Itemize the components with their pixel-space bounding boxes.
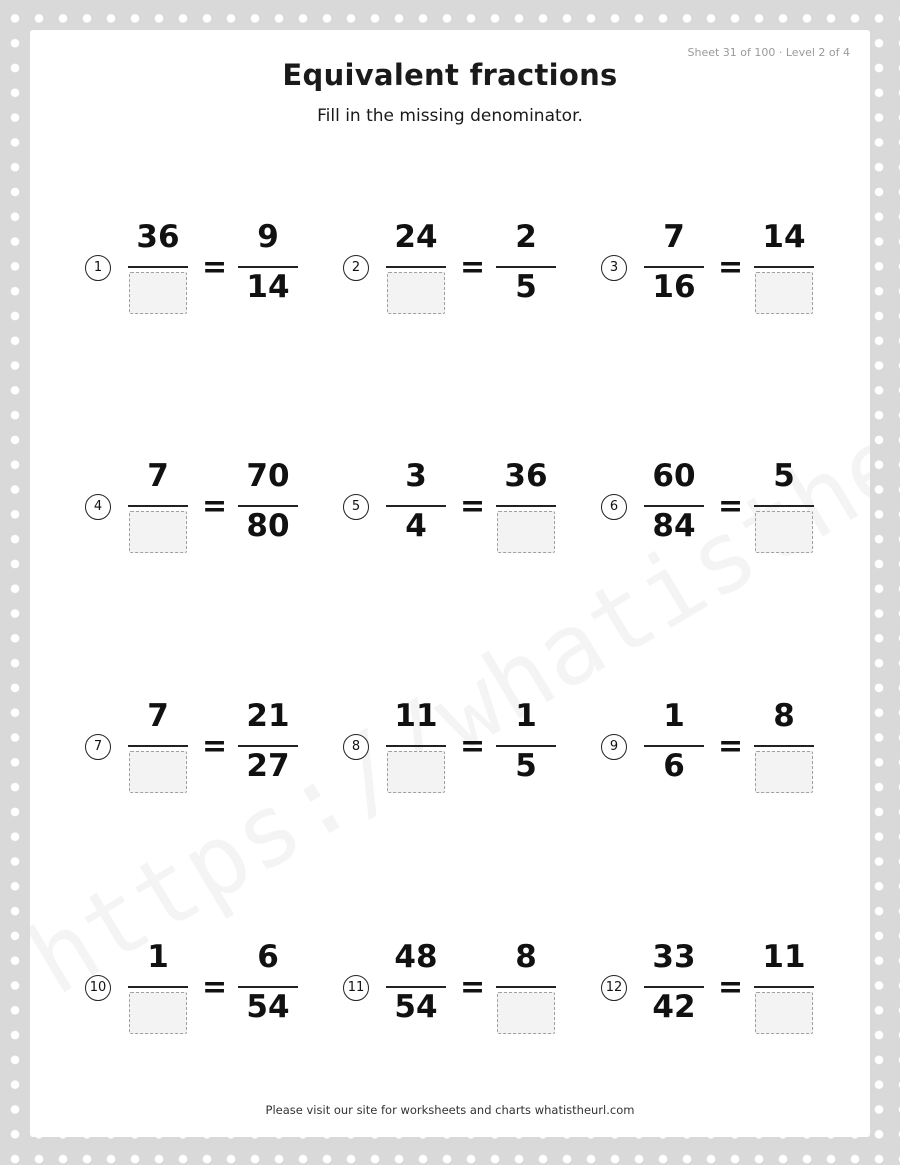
problem-number-badge: 11 — [343, 975, 369, 1001]
numerator: 7 — [663, 219, 685, 255]
worksheet-page — [30, 30, 870, 1137]
numerator: 2 — [515, 219, 537, 255]
equals-sign: = — [460, 729, 486, 764]
equals-sign: = — [718, 489, 744, 524]
denominator: 54 — [246, 989, 290, 1025]
numerator: 5 — [773, 458, 795, 494]
left-fraction — [128, 689, 188, 799]
answer-box[interactable] — [129, 272, 187, 314]
denominator: 54 — [394, 989, 438, 1025]
problem-2 — [288, 210, 537, 320]
problem-11 — [288, 930, 537, 1040]
equals-sign: = — [718, 729, 744, 764]
numerator: 1 — [663, 698, 685, 734]
numerator: 1 — [515, 698, 537, 734]
equals-sign: = — [718, 250, 744, 285]
denominator: 16 — [652, 269, 696, 305]
left-fraction — [386, 210, 446, 320]
left-fraction — [386, 930, 446, 1040]
left-fraction — [644, 689, 704, 799]
equals-sign: = — [202, 489, 228, 524]
problem-6 — [546, 449, 795, 559]
sheet-meta: Sheet 31 of 100 · Level 2 of 4 — [687, 46, 850, 59]
numerator: 70 — [246, 458, 290, 494]
numerator: 36 — [136, 219, 180, 255]
fraction-bar — [128, 266, 188, 268]
fraction-bar — [128, 986, 188, 988]
problem-number-badge: 10 — [85, 975, 111, 1001]
equals-sign: = — [460, 250, 486, 285]
denominator: 42 — [652, 989, 696, 1025]
numerator: 14 — [762, 219, 806, 255]
problem-number-badge: 8 — [343, 734, 369, 760]
problem-12 — [546, 930, 806, 1040]
denominator: 5 — [515, 748, 537, 784]
denominator: 14 — [246, 269, 290, 305]
problem-9 — [546, 689, 795, 799]
left-fraction — [128, 930, 188, 1040]
fraction-bar — [754, 986, 814, 988]
equals-sign: = — [202, 729, 228, 764]
equals-sign: = — [202, 970, 228, 1005]
fraction-bar — [386, 745, 446, 747]
problem-10 — [30, 930, 290, 1040]
right-fraction — [754, 930, 814, 1040]
left-fraction — [386, 449, 446, 559]
numerator: 8 — [773, 698, 795, 734]
problem-number-badge: 3 — [601, 255, 627, 281]
answer-box[interactable] — [755, 272, 813, 314]
problem-number-badge: 7 — [85, 734, 111, 760]
numerator: 8 — [515, 939, 537, 975]
answer-box[interactable] — [755, 511, 813, 553]
denominator: 4 — [405, 508, 427, 544]
problem-5 — [288, 449, 548, 559]
problem-number-badge: 1 — [85, 255, 111, 281]
answer-box[interactable] — [755, 992, 813, 1034]
numerator: 6 — [257, 939, 279, 975]
equals-sign: = — [718, 970, 744, 1005]
problem-number-badge: 12 — [601, 975, 627, 1001]
equals-sign: = — [460, 489, 486, 524]
problem-3 — [546, 210, 806, 320]
problem-8 — [288, 689, 537, 799]
left-fraction — [644, 210, 704, 320]
fraction-bar — [754, 266, 814, 268]
left-fraction — [386, 689, 446, 799]
instructions: Fill in the missing denominator. — [317, 106, 583, 126]
denominator: 5 — [515, 269, 537, 305]
left-fraction — [644, 449, 704, 559]
problem-number-badge: 5 — [343, 494, 369, 520]
answer-box[interactable] — [129, 751, 187, 793]
answer-box[interactable] — [129, 511, 187, 553]
watermark — [30, 302, 870, 1018]
numerator: 11 — [394, 698, 438, 734]
left-fraction — [644, 930, 704, 1040]
equals-sign: = — [460, 970, 486, 1005]
numerator: 24 — [394, 219, 438, 255]
numerator: 9 — [257, 219, 279, 255]
problem-number-badge: 6 — [601, 494, 627, 520]
fraction-bar — [754, 745, 814, 747]
numerator: 60 — [652, 458, 696, 494]
numerator: 36 — [504, 458, 548, 494]
problem-7 — [30, 689, 290, 799]
problem-number-badge: 2 — [343, 255, 369, 281]
numerator: 7 — [147, 458, 169, 494]
answer-box[interactable] — [755, 751, 813, 793]
problem-number-badge: 9 — [601, 734, 627, 760]
denominator: 6 — [663, 748, 685, 784]
page-title: Equivalent fractions — [282, 58, 618, 92]
denominator: 84 — [652, 508, 696, 544]
numerator: 21 — [246, 698, 290, 734]
fraction-bar — [128, 505, 188, 507]
answer-box[interactable] — [387, 751, 445, 793]
problem-4 — [30, 449, 290, 559]
fraction-bar — [128, 745, 188, 747]
problem-number-badge: 4 — [85, 494, 111, 520]
right-fraction — [754, 689, 814, 799]
numerator: 3 — [405, 458, 427, 494]
fraction-bar — [754, 505, 814, 507]
numerator: 48 — [394, 939, 438, 975]
left-fraction — [128, 449, 188, 559]
problem-1 — [30, 210, 290, 320]
left-fraction — [128, 210, 188, 320]
answer-box[interactable] — [129, 992, 187, 1034]
numerator: 11 — [762, 939, 806, 975]
numerator: 33 — [652, 939, 696, 975]
denominator: 80 — [246, 508, 290, 544]
numerator: 1 — [147, 939, 169, 975]
right-fraction — [754, 210, 814, 320]
denominator: 27 — [246, 748, 290, 784]
numerator: 7 — [147, 698, 169, 734]
footer-note: Please visit our site for worksheets and charts whatistheurl.com — [265, 1103, 635, 1117]
right-fraction — [754, 449, 814, 559]
answer-box[interactable] — [387, 272, 445, 314]
fraction-bar — [386, 266, 446, 268]
equals-sign: = — [202, 250, 228, 285]
